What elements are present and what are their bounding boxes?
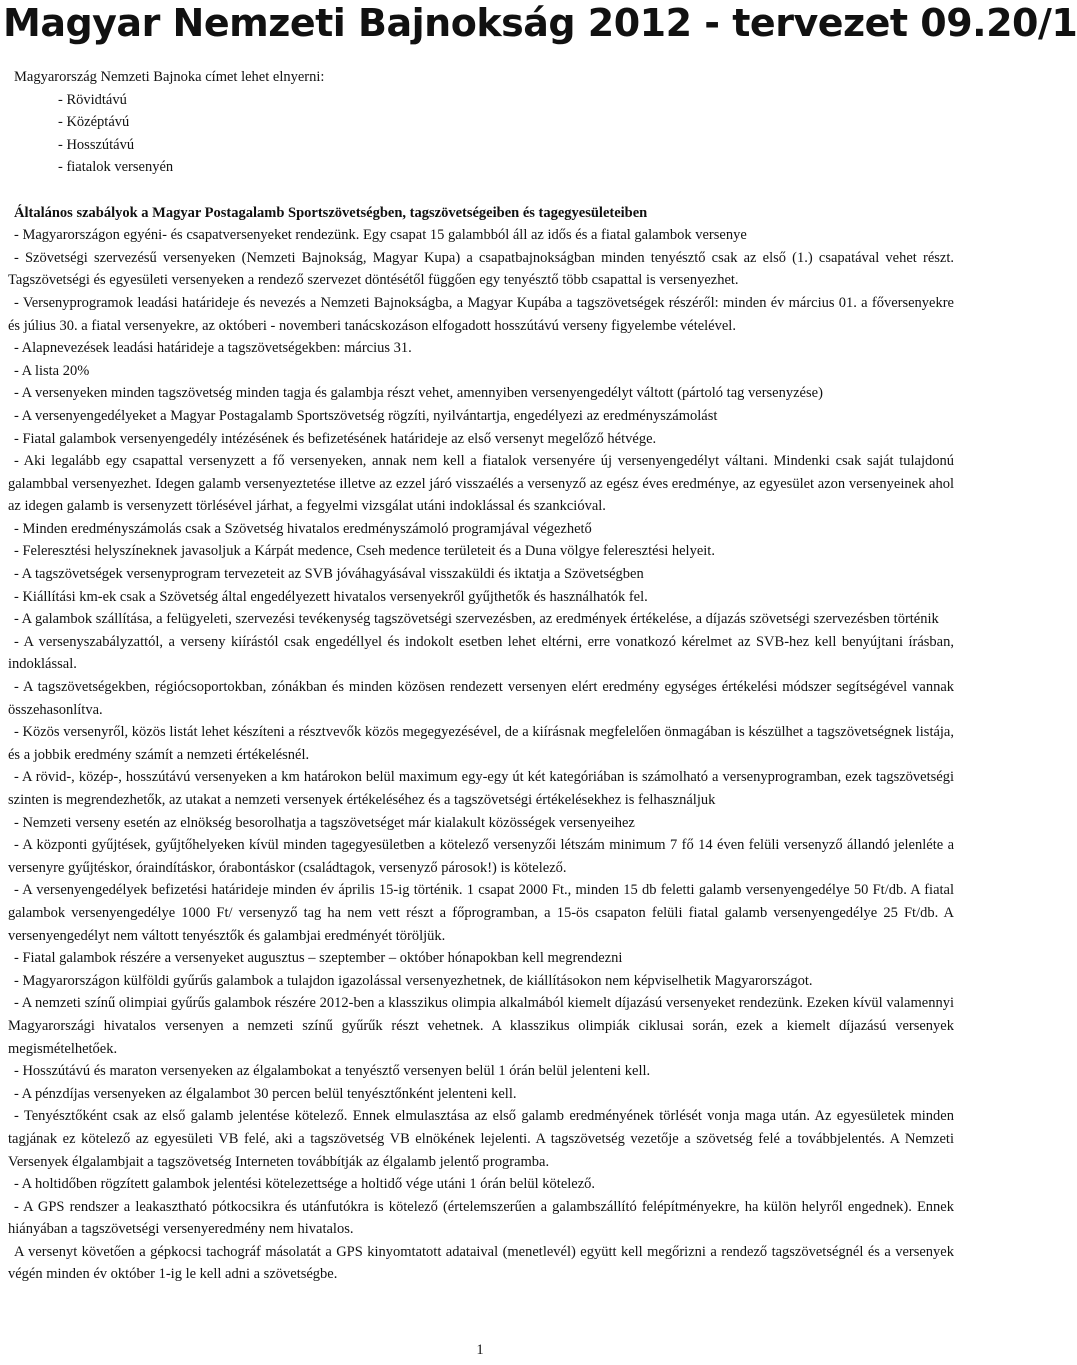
rule-paragraph: - Közös versenyről, közös listát lehet készíteni a résztvevők közös megegyezésével, de a kiírásnak megfelelően önmagában is készülhet a tagszövetségnek listája, és a jobbik eredmény számít a nemzeti értékelésnél. <box>8 724 954 763</box>
category-item: - Rövidtávú <box>58 91 127 108</box>
rule-paragraph: - Minden eredményszámolás csak a Szövetség hivatalos eredményszámoló programjával végezhető <box>14 520 592 537</box>
spacer <box>4 179 954 202</box>
rule-paragraph: - Fiatal galambok részére a versenyeket augusztus – szeptember – október hónapokban kell megrendezni <box>14 950 623 967</box>
rule-paragraph: - Aki legalább egy csapattal versenyzett a fő versenyeken, annak nem kell a fiatalok versenyére új versenyengedélyt váltani. Mindenki csak saját tulajdonú galambbal versenyezhet. Idegen galamb versenyeztetése illetve az ezzel járó visszaélés a versenyző az egész éves eredménye, az egyesület azon versenyeinek ahol az idegen galamb is versenyzett törlésével járhat, a fegyelmi vizsgálat utáni indoklással és szankcióval. <box>8 453 954 515</box>
rule-paragraph: - Versenyprogramok leadási határideje és nevezés a Nemzeti Bajnokságba, a Magyar Kupába a tagszövetségek részéről: minden év március 01. a főversenyekre és július 30. a fiatal versenyekre, az októberi - novemberi tanácskozáson elfogadott hosszútávú verseny figyelembe vételével. <box>8 294 954 334</box>
rule-paragraph: - Magyarországon egyéni- és csapatversenyeket rendezünk. Egy csapat 15 galambból áll az idős és a fiatal galambok versenye <box>14 227 747 244</box>
rule-paragraph: - A versenyengedélyeket a Magyar Postagalamb Sportszövetség rögzíti, nyilvántartja, engedélyezi az eredményszámolást <box>14 407 718 424</box>
document-body <box>4 66 954 1286</box>
intro-text: Magyarország Nemzeti Bajnoka címet lehet elnyerni: <box>14 69 325 85</box>
rule-paragraph: - Szövetségi szervezésű versenyeken (Nemzeti Bajnokság, Magyar Kupa) a csapatbajnokságban minden tenyésztő csak az első (1.) csapatával vehet részt. Tagszövetségi és egyesületi versenyeken a rendező szervezet döntésétől függően egy tenyésztő több csapattal is versenyezhet. <box>8 249 954 289</box>
rule-paragraph: - Alapnevezések leadási határideje a tagszövetségekben: március 31. <box>14 340 412 357</box>
rule-paragraph: - A versenyengedélyek befizetési határideje minden év április 15-ig történik. 1 csapat 2000 Ft., minden 15 db feletti galamb versenyengedélye 50 Ft/db. A fiatal galambok versenyengedélye 1000 Ft/ versenyző tag ha nem vett részt a főprogramban, a 15-ös csapaton felüli fiatal galamb versenyengedélye 25 Ft/db. A versenyengedélyt nem váltott tenyésztők és galambjai eredményét töröljük. <box>8 882 954 944</box>
rule-paragraph: - A GPS rendszer a leakasztható pótkocsikra és utánfutókra is kötelező (értelemszerűen a galambszállító felépítményekre, ha külön helyről engednek). Ennek hiányában a tagszövetségi versenyeredmény nem hivatalos. <box>8 1198 954 1238</box>
rule-paragraph: - A holtidőben rögzített galambok jelentési kötelezettsége a holtidő vége utáni 1 órán belül kötelező. <box>14 1176 596 1193</box>
closing-paragraph: A versenyt követően a gépkocsi tachográf másolatát a GPS kinyomtatott adataival (menetlevél) együtt kell megőrizni a rendező tagszövetségnél és a versenyek végén minden év október 1-ig le kell adni a szövetségbe. <box>8 1243 954 1283</box>
rule-paragraph: - A tagszövetségek versenyprogram tervezeteit az SVB jóváhagyásával visszaküldi és iktatja a Szövetségben <box>14 566 644 583</box>
rule-paragraph: - A tagszövetségekben, régiócsoportokban, zónákban és minden közösen rendezett versenyen elért eredmény egységes értékelési módszer segítségével vannak összehasonlítva. <box>8 679 954 718</box>
rule-paragraph: - A lista 20% <box>14 362 90 379</box>
rule-paragraph: - A pénzdíjas versenyeken az élgalambot 30 percen belül tenyésztőnként jelenteni kell. <box>14 1085 517 1102</box>
rule-paragraph: - Kiállítási km-ek csak a Szövetség által engedélyezett hivatalos versenyekről gyűjthetők és használhatók fel. <box>14 588 648 605</box>
rule-paragraph: - A központi gyűjtések, gyűjtőhelyeken kívül minden tagegyesületben a kötelező versenyzői létszám minimum 7 fő 14 éven felüli versenyző állandó jelenléte a versenyre gyűjtéskor, óraindításkor, órabontáskor (családtagok, versenyző párosok!) is kötelező. <box>8 837 954 876</box>
rule-paragraph: - A galambok szállítása, a felügyeleti, szervezési tevékenység tagszövetségi szervezésben, az eredmények értékelése, a díjazás szövetségi szervezésben történik <box>14 611 939 628</box>
section-heading: Általános szabályok a Magyar Postagalamb Sportszövetségben, tagszövetségeiben és tagegyesületeiben <box>14 204 648 221</box>
rule-paragraph: - A rövid-, közép-, hosszútávú versenyeken a km határokon belül maximum egy-egy út két kategóriában is számolható a versenyprogramban, ezek tagszövetségi szinten is megrendezhetők, az utakat a nemzeti versenyek értékeléséhez és a tagszövetségi értékelésekhez is felhasználjuk <box>8 769 954 808</box>
page-number: 1 <box>476 1342 484 1358</box>
rule-paragraph: - Hosszútávú és maraton versenyeken az élgalambokat a tenyésztő versenyen belül 1 órán belül jelenteni kell. <box>14 1063 651 1080</box>
rule-paragraph: - Tenyésztőként csak az első galamb jelentése kötelező. Ennek elmulasztása az első galamb eredményének törlését vonja maga után. Az egyesületek minden tagjának ez kötelező az egyesületi VB felé, aki a tagszövetség VB elnökének lejelenti. A tagszövetség vezetője a szövetség felé a továbbjelentés. A Nemzeti Versenyek élgalambjait a tagszövetség Interneten továbbítják az élgalamb jelentő programba. <box>8 1108 954 1170</box>
category-item: - Hosszútávú <box>58 136 135 153</box>
rule-paragraph: - A versenyszabályzattól, a verseny kiírástól csak engedéllyel és indokolt esetben lehet eltérni, erre vonatkozó kérelmet az SVB-hez kell benyújtani írásban, indoklással. <box>8 633 954 673</box>
rule-paragraph: - A versenyeken minden tagszövetség minden tagja és galambja részt vehet, amennyiben versenyengedélyt váltott (pártoló tag versenyzése) <box>14 385 823 402</box>
category-item: - Középtávú <box>58 114 130 131</box>
rule-paragraph: - Nemzeti verseny esetén az elnökség besorolhatja a tagszövetséget már kialakult közösségek versenyeihez <box>14 814 635 831</box>
rule-paragraph: - Feleresztési helyszíneknek javasoljuk a Kárpát medence, Cseh medence területeit és a Duna völgye feleresztési helyeit. <box>14 543 715 560</box>
rule-paragraph: - Fiatal galambok versenyengedély intézésének és befizetésének határideje az első versenyt megelőző hétvége. <box>14 430 657 447</box>
document-title: Magyar Nemzeti Bajnokság 2012 - tervezet 09.20/1 <box>3 1 1077 45</box>
category-item: - fiatalok versenyén <box>58 159 174 176</box>
rule-paragraph: - A nemzeti színű olimpiai gyűrűs galambok részére 2012-ben a klasszikus olimpia alkalmából kiemelt díjazású versenyeket rendezünk. Ezeken kívül valamennyi Magyarországi hivatalos versenyen a nemzeti színű gyűrűk részt vehetnek. A klasszikus olimpiák ciklusai során, ezek a kiemelt díjazású versenyek megismételhetőek. <box>8 995 954 1057</box>
rule-paragraph: - Magyarországon külföldi gyűrűs galambok a tulajdon igazolással versenyezhetnek, de kiállításokon nem képviselhetik Magyarországot. <box>14 972 813 989</box>
